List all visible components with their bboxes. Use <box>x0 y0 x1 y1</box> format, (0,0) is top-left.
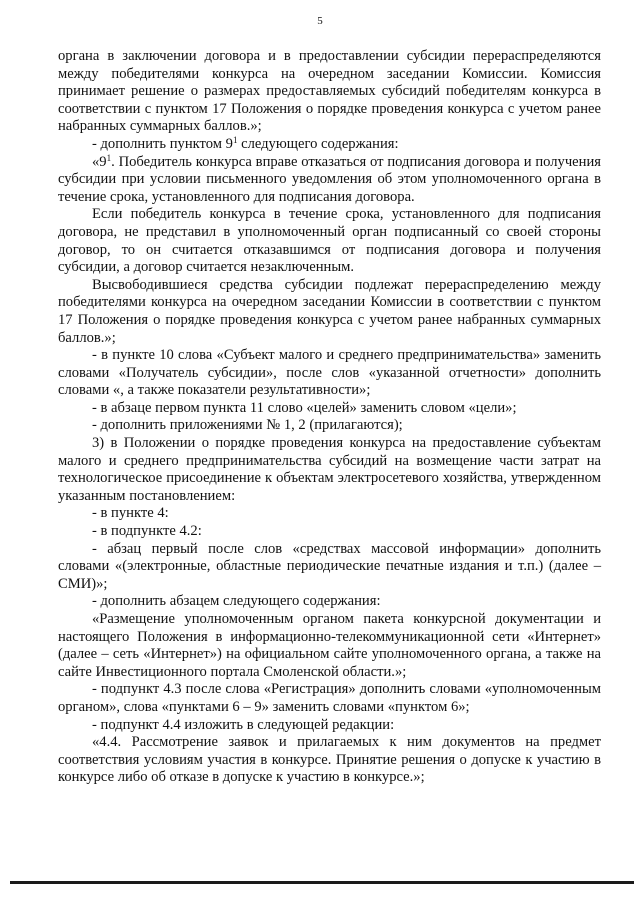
paragraph: - абзац первый после слов «средствах массовой информации» дополнить словами «(электронные, областные периодические печатные издания и т.п.) (далее – СМИ)»; <box>58 540 601 592</box>
paragraph: Высвободившиеся средства субсидии подлежат перераспределению между победителями конкурса на очередном заседании Комиссии в соответствии с пунктом 17 Положения о порядке проведения конкурса с учетом ранее набранных суммарных баллов.»; <box>58 276 601 346</box>
superscript: 1 <box>106 152 112 163</box>
paragraph: - в абзаце первом пункта 11 слово «целей» заменить словом «цели»; <box>92 399 517 416</box>
paragraph-point-9-1 <box>58 154 601 207</box>
paragraph: «4.4. Рассмотрение заявок и прилагаемых к ним документов на предмет соответствия условиям участия в конкурсе. Принятие решения о допуске к участию в конкурсе либо об отказе в допуске к участию в конкурсе.»; <box>58 734 601 786</box>
page-number: 5 <box>317 15 323 27</box>
paragraph: - в пункте 4: <box>92 505 169 522</box>
paragraph: - в подпункте 4.2: <box>92 523 202 540</box>
paragraph-add-point-9-1 <box>58 136 601 154</box>
document-body <box>58 48 601 787</box>
text-after-superscript: . Победитель конкурса вправе отказаться от подписания договора и получения субсидии при условии письменного уведомления об этом уполномоченного органа в течение срока, установленного для подписания договора. <box>58 153 601 205</box>
paragraph: Если победитель конкурса в течение срока, установленного для подписания договора, не представил в уполномоченный орган подписанный со своей стороны договор, то он считается отказавшимся от подписания договора и получения субсидии, а договор считается незаключенным. <box>58 206 601 276</box>
paragraph: - дополнить абзацем следующего содержания: <box>92 593 381 610</box>
paragraph: - дополнить приложениями № 1, 2 (прилагаются); <box>92 417 403 434</box>
paragraph: - в пункте 10 слова «Субъект малого и среднего предпринимательства» заменить словами «Получатель субсидии», после слов «указанной отчетности» дополнить словами «, а также показатели результативности»; <box>58 347 601 399</box>
bottom-rule <box>10 881 634 884</box>
paragraph: 3) в Положении о порядке проведения конкурса на предоставление субъектам малого и среднего предпринимательства субсидий на возмещение части затрат на технологическое присоединение к объектам электросетевого хозяйства, утвержденном указанным постановлением: <box>58 435 601 504</box>
text-before-superscript: «9 <box>92 153 107 170</box>
text-before-superscript: - дополнить пунктом 9 <box>92 135 233 152</box>
paragraph: «Размещение уполномоченным органом пакета конкурсной документации и настоящего Положения в информационно-телекоммуникационной сети «Интернет» (далее – сеть «Интернет») на официальном сайте уполномоченного органа, а также на сайте Инвестиционного портала Смоленской области.»; <box>58 611 601 680</box>
text-after-superscript: следующего содержания: <box>237 135 399 152</box>
paragraph: - подпункт 4.4 изложить в следующей редакции: <box>92 716 395 733</box>
superscript: 1 <box>232 134 238 145</box>
paragraph-continuation: органа в заключении договора и в предоставлении субсидии перераспределяются между победителями конкурса на очередном заседании Комиссии. Комиссия принимает решение о размерах предоставляемых субсидий победителям конкурса в соответствии с пунктом 17 Положения о порядке проведения конкурса с учетом ранее набранных суммарных баллов.»; <box>58 48 601 135</box>
paragraph: - подпункт 4.3 после слова «Регистрация» дополнить словами «уполномоченным органом», слова «пунктами 6 – 9» заменить словами «пунктом 6»; <box>58 681 601 715</box>
